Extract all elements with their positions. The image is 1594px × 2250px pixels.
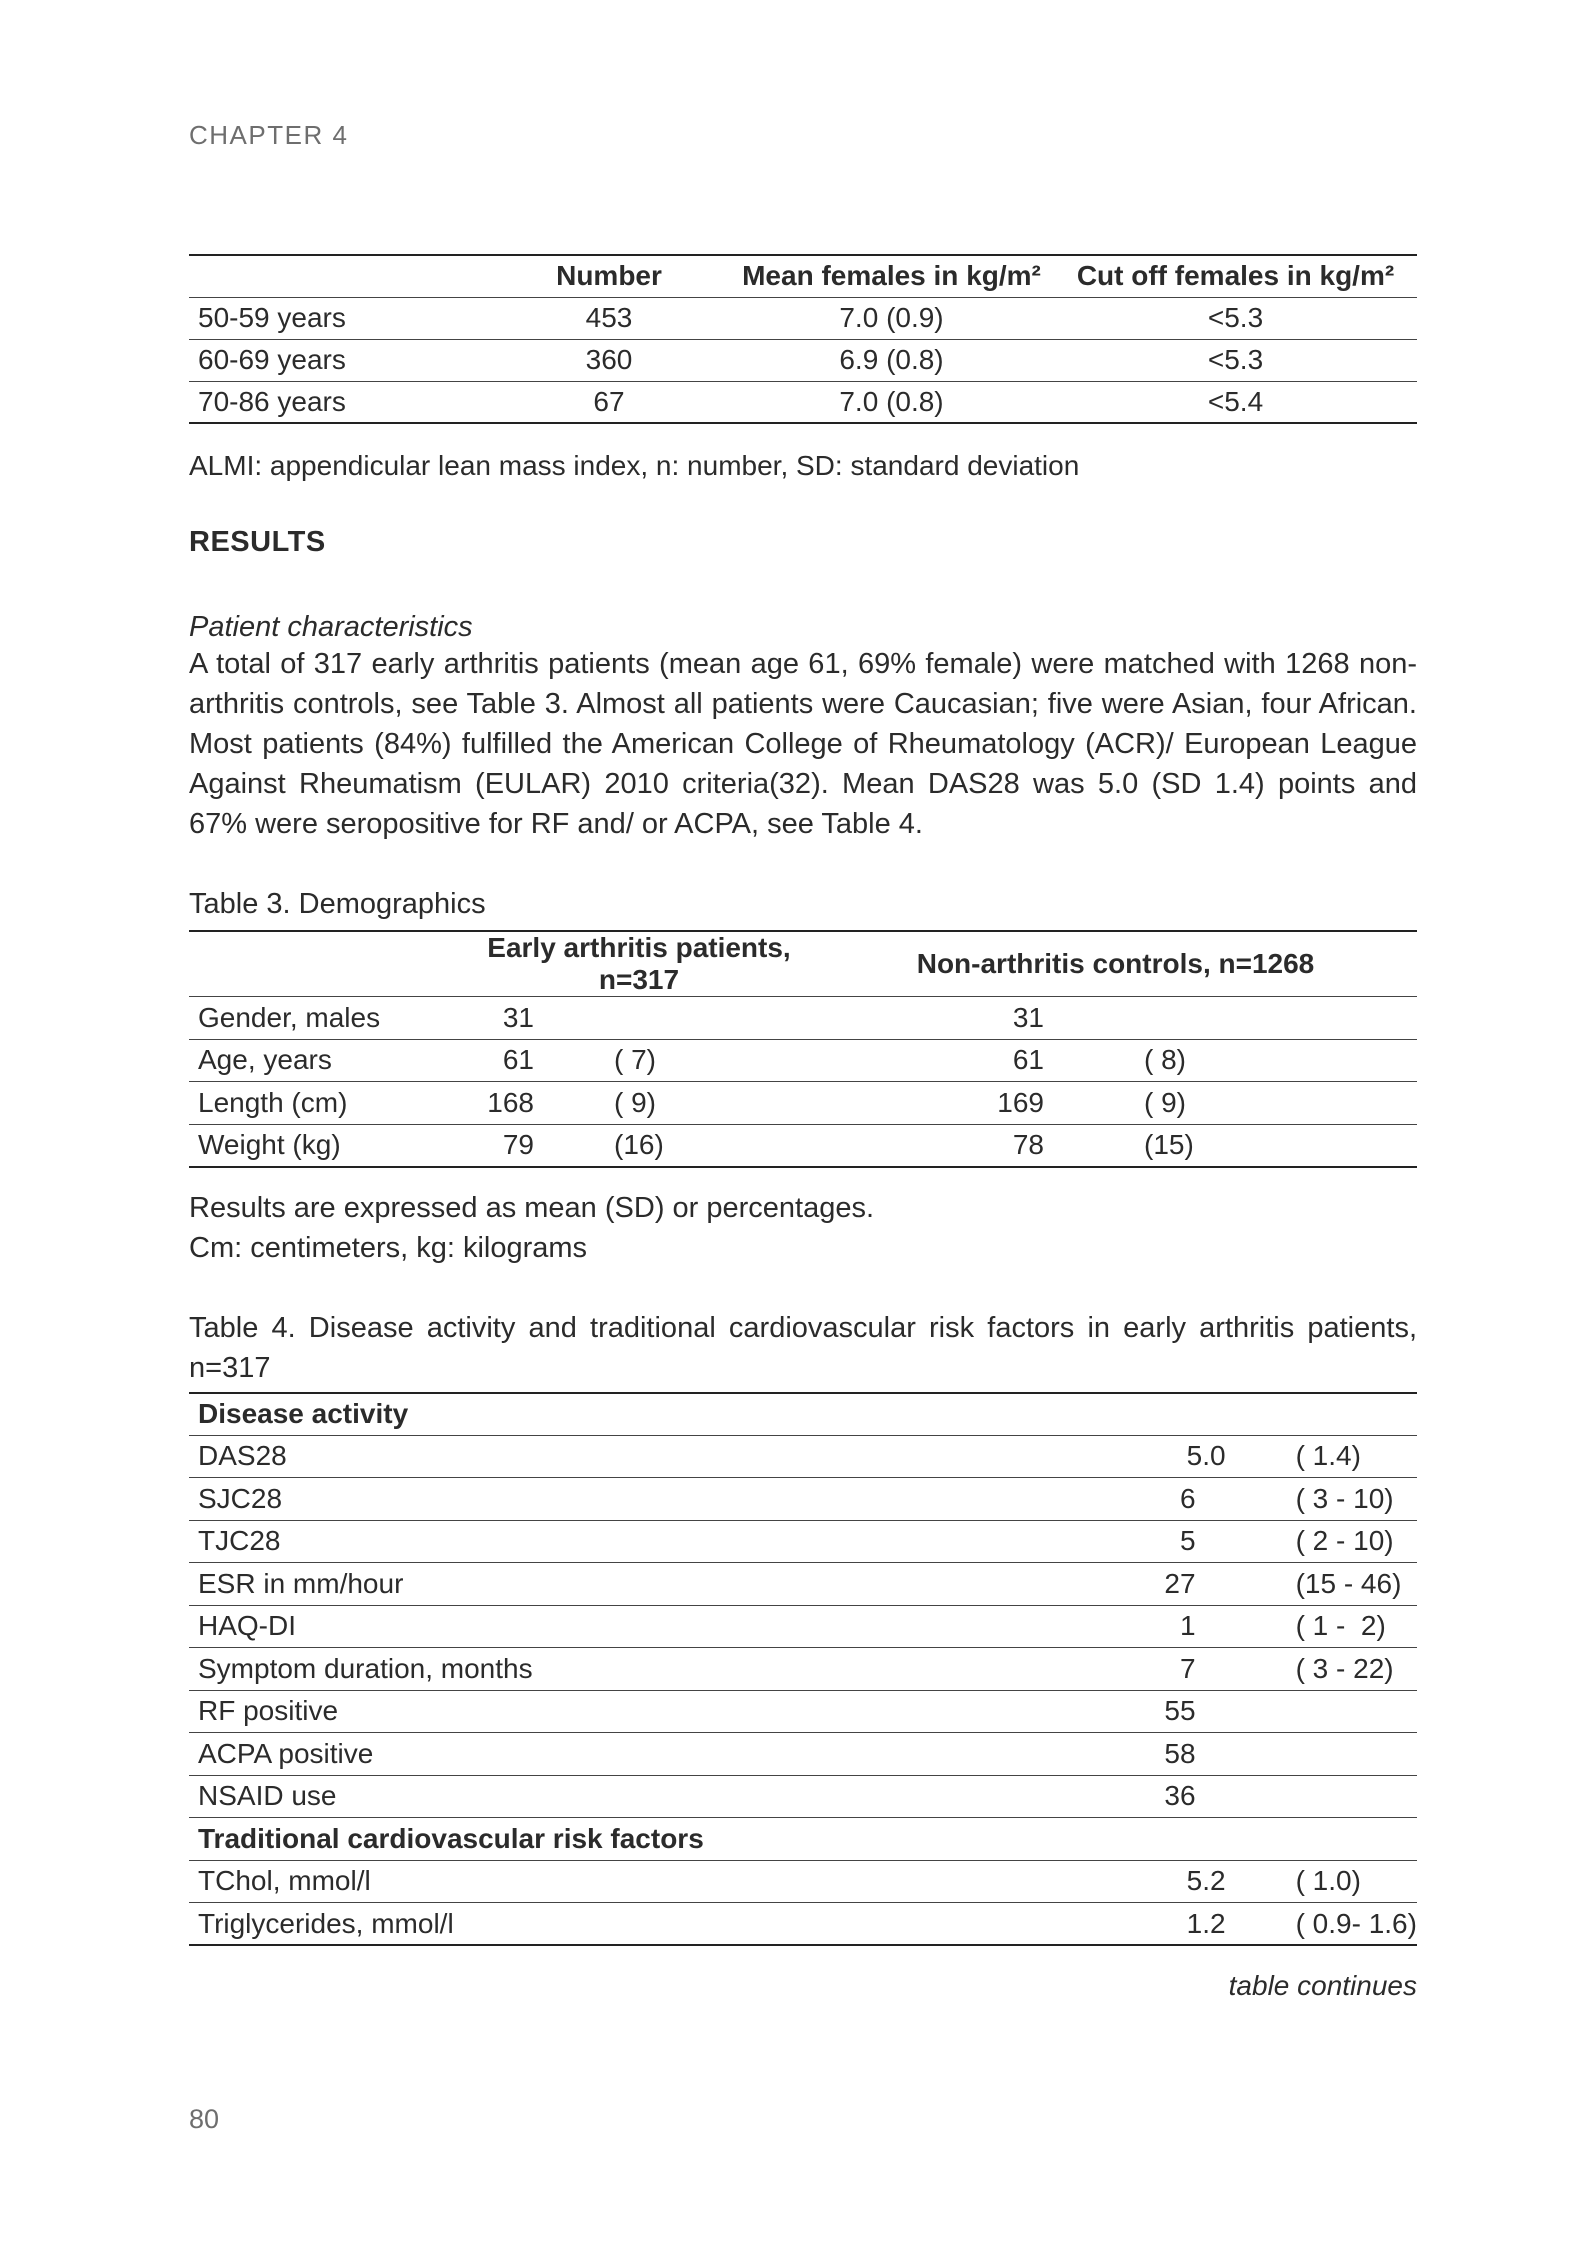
almi-number: 67: [489, 381, 729, 423]
table3-control-value: 169: [814, 1082, 1044, 1125]
patient-characteristics-subheading: Patient characteristics: [189, 611, 473, 643]
table4-spread: ( 2 - 10): [1236, 1520, 1417, 1563]
table3-control-value: 61: [814, 1039, 1044, 1082]
table3-control-sd: ( 8): [1044, 1039, 1417, 1082]
table-row: [189, 1563, 1417, 1606]
almi-header-row: [189, 255, 1417, 297]
table3-control-value: 31: [814, 997, 1044, 1040]
table3-header-row: [189, 931, 1417, 997]
table4-row-label: DAS28: [189, 1435, 989, 1478]
table3-caption: Table 3. Demographics: [189, 888, 486, 920]
table3-patient-value: 79: [464, 1124, 534, 1167]
table3-patient-sd: ( 7): [534, 1039, 694, 1082]
table3-row-label: Length (cm): [189, 1082, 464, 1125]
demographics-table: [189, 930, 1417, 1168]
table-row: [189, 1775, 1417, 1818]
table4-row-label: ESR in mm/hour: [189, 1563, 989, 1606]
table4-row-label: Symptom duration, months: [189, 1648, 989, 1691]
almi-mean: 7.0 (0.9): [729, 297, 1054, 339]
almi-table: [189, 254, 1417, 424]
table-continues-note: table continues: [1228, 1970, 1417, 2001]
almi-col-blank: [189, 255, 489, 297]
section-title: Traditional cardiovascular risk factors: [189, 1818, 1417, 1861]
table4-spread: ( 3 - 10): [1236, 1478, 1417, 1521]
table3-patient-value: 168: [464, 1082, 534, 1125]
table3-row-label: Age, years: [189, 1039, 464, 1082]
table3-patient-value: 61: [464, 1039, 534, 1082]
almi-col-cutoff: Cut off females in kg/m²: [1076, 260, 1395, 292]
table4-section-cv-risk: [189, 1818, 1417, 1861]
content: [189, 254, 1417, 1946]
table-row: [189, 1860, 1417, 1903]
table4-value: 1.2: [989, 1903, 1235, 1946]
table4-row-label: RF positive: [189, 1690, 989, 1733]
table4-row-label: Triglycerides, mmol/l: [189, 1903, 989, 1946]
table-row: [189, 1690, 1417, 1733]
results-heading: RESULTS: [189, 526, 326, 558]
table3-patient-sd: ( 9): [534, 1082, 694, 1125]
table3-row-label: Gender, males: [189, 997, 464, 1040]
almi-mean: 7.0 (0.8): [729, 381, 1054, 423]
table3-control-value: 78: [814, 1124, 1044, 1167]
almi-col-mean: Mean females in kg/m²: [742, 260, 1041, 292]
table-row: [189, 1520, 1417, 1563]
table4-spread: [1236, 1775, 1417, 1818]
almi-cutoff: <5.3: [1054, 339, 1417, 381]
table-row: [189, 1124, 1417, 1167]
almi-number: 453: [489, 297, 729, 339]
table-row: [189, 297, 1417, 339]
table4-caption: Table 4. Disease activity and traditional cardiovascular risk factors in early arthritis patients, n=317: [189, 1311, 1417, 1384]
table4-value: 5: [989, 1520, 1235, 1563]
table4-spread: ( 0.9- 1.6): [1236, 1903, 1417, 1946]
table-row: [189, 1082, 1417, 1125]
disease-activity-table: [189, 1392, 1417, 1947]
chapter-header: CHAPTER 4: [189, 120, 349, 150]
table-row: [189, 1039, 1417, 1082]
table4-spread: ( 1.4): [1236, 1435, 1417, 1478]
table4-value: 5.0: [989, 1435, 1235, 1478]
table4-spread: ( 3 - 22): [1236, 1648, 1417, 1691]
table3-patient-sd: (16): [534, 1124, 694, 1167]
table4-value: 36: [989, 1775, 1235, 1818]
table-row: [189, 1605, 1417, 1648]
almi-mean: 6.9 (0.8): [729, 339, 1054, 381]
table-row: [189, 997, 1417, 1040]
almi-col-number: Number: [556, 260, 662, 292]
table-row: [189, 1648, 1417, 1691]
table-row: [189, 1478, 1417, 1521]
table4-spread: ( 1 - 2): [1236, 1605, 1417, 1648]
table4-value: 55: [989, 1690, 1235, 1733]
almi-number: 360: [489, 339, 729, 381]
table4-spread: (15 - 46): [1236, 1563, 1417, 1606]
table4-row-label: TJC28: [189, 1520, 989, 1563]
table3-control-sd: (15): [1044, 1124, 1417, 1167]
table3-col-controls: Non-arthritis controls, n=1268: [916, 948, 1315, 979]
table3-note-2: Cm: centimeters, kg: kilograms: [189, 1231, 588, 1264]
table3-note-1: Results are expressed as mean (SD) or percentages.: [189, 1191, 875, 1224]
table4-value: 58: [989, 1733, 1235, 1776]
table3-control-sd: ( 9): [1044, 1082, 1417, 1125]
table4-value: 5.2: [989, 1860, 1235, 1903]
table-row: [189, 339, 1417, 381]
table-row: [189, 1733, 1417, 1776]
table4-row-label: ACPA positive: [189, 1733, 989, 1776]
almi-cutoff: <5.4: [1054, 381, 1417, 423]
table3-col-patients: Early arthritis patients, n=317: [487, 932, 791, 995]
table3-control-sd: [1044, 997, 1417, 1040]
section-title: Disease activity: [198, 1398, 409, 1429]
table4-value: 7: [989, 1648, 1235, 1691]
table4-value: 27: [989, 1563, 1235, 1606]
table4-value: 6: [989, 1478, 1235, 1521]
table3-col-blank: [189, 931, 464, 997]
table3-row-label: Weight (kg): [189, 1124, 464, 1167]
table4-spread: [1236, 1690, 1417, 1733]
table4-row-label: SJC28: [189, 1478, 989, 1521]
almi-age-group: 70-86 years: [189, 381, 489, 423]
table-row: [189, 381, 1417, 423]
table4-spread: ( 1.0): [1236, 1860, 1417, 1903]
almi-age-group: 60-69 years: [189, 339, 489, 381]
table3-notes: [189, 1188, 1417, 1268]
table4-value: 1: [989, 1605, 1235, 1648]
table3-patient-value: 31: [464, 997, 534, 1040]
almi-age-group: 50-59 years: [189, 297, 489, 339]
almi-note: ALMI: appendicular lean mass index, n: number, SD: standard deviation: [189, 450, 1080, 481]
table-row: [189, 1435, 1417, 1478]
table3-patient-sd: [534, 997, 694, 1040]
results-paragraph: A total of 317 early arthritis patients (mean age 61, 69% female) were matched with 1268 non-arthritis controls, see Table 3. Almost all patients were Caucasian; five were Asian, four African. Most patients (84%) fulfilled the American College of Rheumatology (ACR)/ European League Against Rheumatism (EULAR) 2010 criteria(32). Mean DAS28 was 5.0 (SD 1.4) points and 67% were seropositive for RF and/ or ACPA, see Table 4.: [189, 648, 1417, 840]
page-number: 80: [189, 2104, 220, 2134]
almi-cutoff: <5.3: [1054, 297, 1417, 339]
table4-row-label: HAQ-DI: [189, 1605, 989, 1648]
table4-spread: [1236, 1733, 1417, 1776]
table4-row-label: NSAID use: [189, 1775, 989, 1818]
table-row: [189, 1903, 1417, 1946]
table4-row-label: TChol, mmol/l: [189, 1860, 989, 1903]
table4-section-disease-activity: [189, 1393, 1417, 1436]
